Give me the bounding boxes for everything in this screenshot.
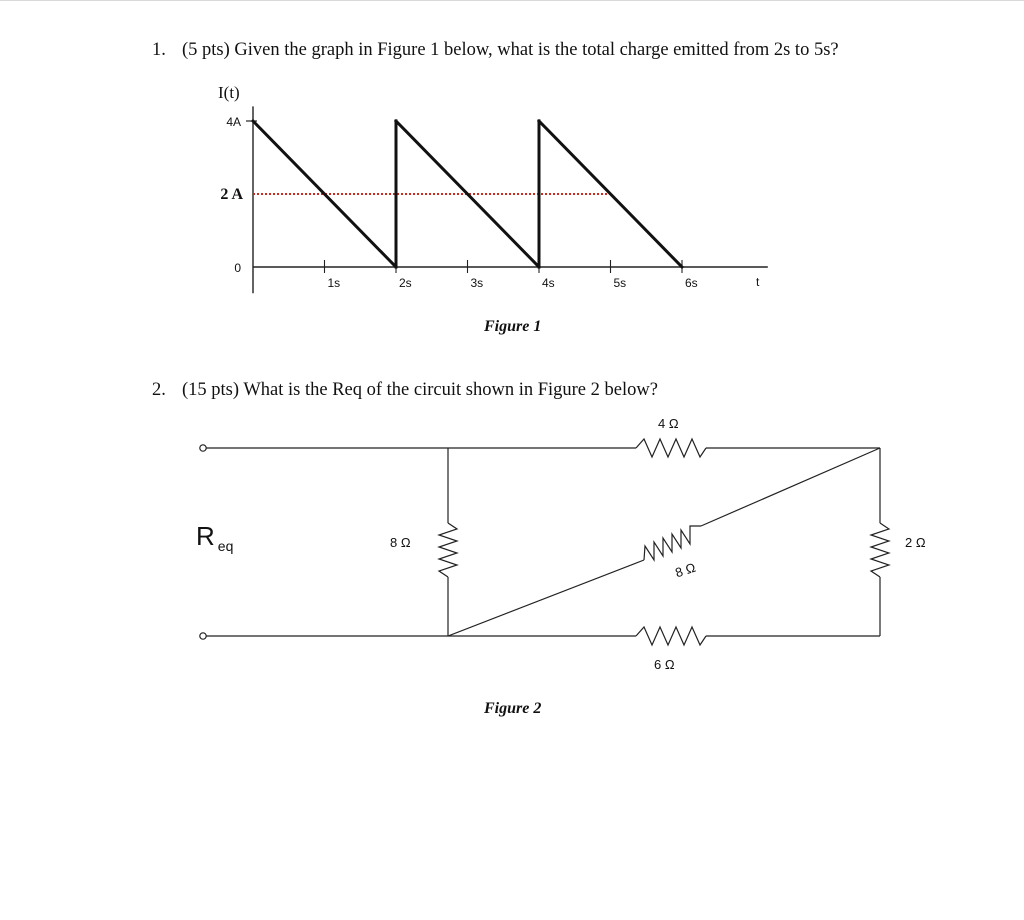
x-axis-label: t xyxy=(756,275,760,289)
label-8-ohm-diagonal: 8 Ω xyxy=(673,559,698,581)
figure-1-chart xyxy=(0,75,1024,395)
x-tick-label-3: 3s xyxy=(470,276,484,290)
terminal-bottom xyxy=(200,633,206,639)
question-1-text: (5 pts) Given the graph in Figure 1 below, what is the total charge emitted from 2s to 5s? xyxy=(182,40,839,60)
x-tick-label-4: 4s xyxy=(542,276,555,290)
question-1-number: 1. xyxy=(152,40,166,60)
terminal-top xyxy=(200,445,206,451)
top-divider xyxy=(0,0,1024,1)
question-1 xyxy=(152,40,839,61)
resistor-4-ohm xyxy=(636,439,706,457)
question-2-text: (15 pts) What is the Req of the circuit shown in Figure 2 below? xyxy=(182,380,658,400)
x-tick-label-5: 5s xyxy=(613,276,627,290)
resistor-6-ohm xyxy=(636,627,706,645)
label-8-ohm-vertical: 8 Ω xyxy=(390,535,411,550)
y-tick-label-0: 0 xyxy=(234,261,241,275)
wire-diagonal-lower xyxy=(448,560,644,636)
wire-diagonal-upper xyxy=(701,448,880,526)
req-label: R $_{eq}$ xyxy=(196,521,234,554)
resistor-2-ohm xyxy=(871,523,889,577)
label-4-ohm: 4 Ω xyxy=(658,416,679,431)
resistor-8-ohm-diagonal xyxy=(644,526,701,560)
label-6-ohm: 6 Ω xyxy=(654,657,675,672)
x-tick-label-1: 1s xyxy=(327,276,341,290)
figure-1-caption: Figure 1 xyxy=(484,318,542,335)
question-2-number: 2. xyxy=(152,380,166,400)
resistor-8-ohm-vertical xyxy=(439,523,457,577)
question-2 xyxy=(152,380,658,401)
figure-2-circuit xyxy=(0,405,1024,705)
series-segment-0-4 xyxy=(539,121,682,267)
y-axis-label: I(t) xyxy=(218,83,240,102)
y-tick-label-2: 2 A xyxy=(220,186,243,203)
label-2-ohm: 2 Ω xyxy=(905,535,926,550)
x-tick-label-2: 2s xyxy=(399,276,412,290)
x-tick-label-6: 6s xyxy=(685,276,698,290)
y-tick-label-4: 4A xyxy=(226,115,241,129)
figure-2-caption: Figure 2 xyxy=(484,700,542,717)
